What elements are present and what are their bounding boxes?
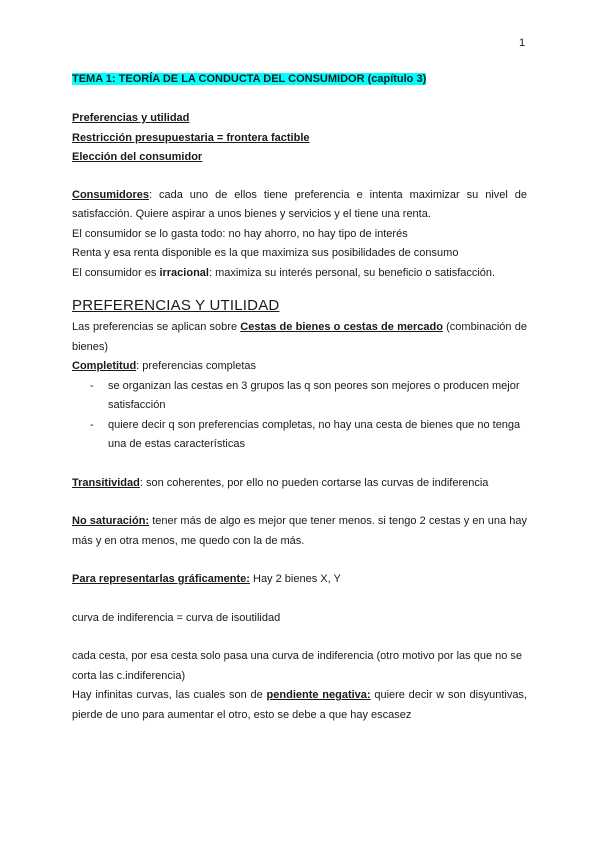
completitud-line	[72, 357, 527, 377]
text: Hay 2 bienes X, Y	[249, 573, 341, 585]
grafica-line	[72, 570, 527, 590]
topic-item: Preferencias y utilidad	[72, 112, 190, 124]
text: tener más de algo es mejor que tener menos. si tengo 2 cestas y en una hay más y en otra menos, me quedo con la de más.	[72, 515, 527, 547]
page-number: 1	[519, 37, 526, 49]
text: El consumidor es	[72, 266, 160, 279]
consumidores-line	[72, 264, 527, 284]
consumidores-line: El consumidor se lo gasta todo: no hay ahorro, no hay tipo de interés	[72, 227, 408, 240]
cestas-term: Cestas de bienes o cestas de mercado	[240, 321, 443, 333]
pendiente-term: pendiente negativa:	[266, 689, 371, 701]
topic-list	[72, 109, 527, 168]
text: : maximiza su interés personal, su beneficio o satisfacción.	[208, 266, 496, 279]
curva-line: curva de indiferencia = curva de isoutilidad	[72, 611, 281, 624]
document-body	[72, 70, 527, 725]
text: Hay infinitas curvas, las cuales son de	[72, 689, 267, 701]
transitividad-line	[72, 474, 527, 494]
text: : preferencias completas	[136, 360, 257, 372]
text: quiere decir w son disyuntivas, pierde de uno para aumentar el otro, esto se debe a que hay escasez	[72, 689, 527, 721]
consumidores-term: Consumidores	[72, 188, 150, 201]
preferencias-intro	[72, 318, 527, 357]
topic-item: Elección del consumidor	[72, 151, 203, 163]
text: : son coherentes, por ello no pueden cortarse las curvas de indiferencia	[139, 476, 489, 489]
completitud-term: Completitud	[72, 360, 137, 372]
section-heading: PREFERENCIAS Y UTILIDAD	[72, 297, 280, 314]
text: Las preferencias se aplican sobre	[72, 321, 241, 333]
document-title: TEMA 1: TEORÍA DE LA CONDUCTA DEL CONSUMIDOR (capítulo 3)	[72, 73, 427, 85]
consumidores-paragraph	[72, 186, 527, 225]
consumidores-line: Renta y esa renta disponible es la que maximiza sus posibilidades de consumo	[72, 247, 459, 259]
transitividad-term: Transitividad	[72, 476, 140, 489]
consumidores-text: : cada uno de ellos tiene preferencia e intenta maximizar su nivel de satisfacción. Quiere aspirar a unos bienes y servicios y el tiene una renta.	[72, 188, 527, 220]
topic-item: Restricción presupuestaria = frontera factible	[72, 131, 310, 144]
grafica-term: Para representarlas gráficamente:	[72, 573, 250, 585]
infinitas-paragraph	[72, 686, 527, 725]
no-saturacion-term: No saturación:	[72, 515, 150, 527]
no-saturacion-paragraph	[72, 512, 527, 551]
completitud-list	[72, 377, 527, 455]
list-item: - quiere decir q son preferencias completas, no hay una cesta de bienes que no tenga una de estas características	[72, 416, 527, 455]
text: (combinación de bienes)	[72, 321, 527, 353]
irracional-term: irracional	[159, 266, 209, 279]
list-item: - se organizan las cestas en 3 grupos las q son peores son mejores o producen mejor satisfacción	[72, 377, 527, 416]
cesta-paragraph: cada cesta, por esa cesta solo pasa una curva de indiferencia (otro motivo por las que no se corta las c.indiferencia)	[72, 650, 523, 682]
